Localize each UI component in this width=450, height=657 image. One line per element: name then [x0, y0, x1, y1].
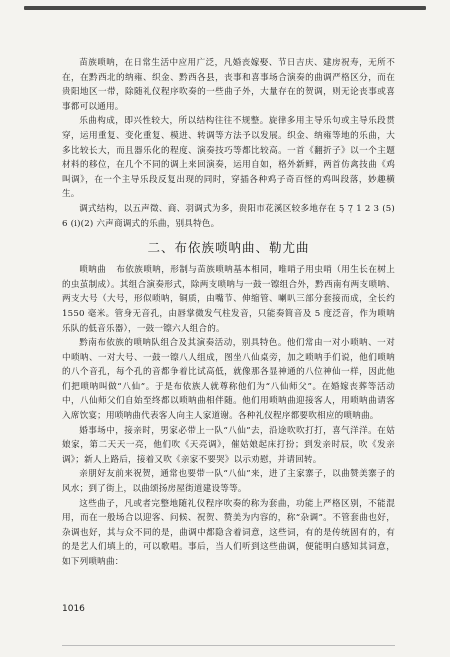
- paragraph: 调式结构，以五声徵、商、羽调式为多，贵阳市花溪区较多地存在 5̣ 7̣ 1 2 3 (5) 6 (i)(2) 六声商调式的乐曲，别具特色。: [62, 203, 395, 229]
- page-content: [62, 56, 395, 570]
- paragraph: 婚事场中，接亲时，男家必带上一队“八仙”去，沿途吹吹打打，喜气洋洋。在姑娘家，第二天天一亮，他们吹《天亮调》，催姑娘起床打扮；到发亲时辰，吹《发亲调》；新人上路后，接着又吹《亲家不要哭》以示劝慰，并请回转。: [62, 425, 395, 465]
- page-number: 1016: [62, 604, 85, 614]
- scan-edge-bar: [24, 6, 426, 10]
- paragraph: 这些曲子，凡或者完整地随礼仪程序吹奏的称为套曲，功能上严格区别，不能混用，而在一般场合以迎客、问候、祝贺、赞美为内容的，称“杂调”。不管套曲也好，杂调也好，其与众不同的是，曲调中都隐含着词意，这些词，有的是传统固有的，有的是艺人们填上的，可以歌唱。事后，当人们听到这些曲调，便能明白感知其词意，如下列唢呐曲：: [62, 498, 395, 567]
- section-title: 二、布依族唢呐曲、勒尤曲: [147, 240, 310, 256]
- paragraph: 亲朋好友前来祝贺，通常也要带一队“八仙”来，进了主家寨子，以曲赞美寨子的风水；到了街上，以曲颂扬房屋街道建设等等。: [62, 469, 395, 495]
- paragraph-lead: [62, 263, 395, 336]
- paragraph-text: 布依族唢呐，形制与苗族唢呐基本相同，唯哨子用虫哨（用生长在树上的虫茧制成）。其组合演奏形式，除两支唢呐与一鼓一镲组合外，黔西南有两支唢呐、两支大号（大号，形似唢呐，铜质，由嘴节、伸缩管、喇叭三部分套接而成，全长约 1550 毫米。管身无音孔，由唇掌微发气柱发音，只能奏简音及 5 度泛音，作为唢呐乐队的低音乐器），一鼓一镲六人组合的。: [62, 265, 396, 334]
- lead-label: 唢呐曲: [79, 265, 107, 276]
- paragraph: 苗族唢呐，在日常生活中应用广泛，凡婚丧嫁娶、节日吉庆、建房祝寿，无所不在，在黔西北的纳雍、织金、黔西各县，丧事和喜事场合演奏的曲调严格区分，而在贵阳地区一带，除随礼仪程序吹奏的一些曲子外，大量存在的贺调，则无论丧事或喜事都可以通用。: [62, 58, 395, 112]
- paragraph: 乐曲构成，即兴性较大，所以结构往往不规整。旋律多用主导乐句或主导乐段贯穿，运用重复、变化重复、模进、转调等方法予以发展。织金、纳雍等地的乐曲，大多比较长大，而且器乐化的程度、演奏技巧等都比较高。一首《翻折子》以一个主题材料的移位，在几个不同的调上来回演奏，运用自如，格外新鲜，两首仿禽技曲《鸡叫调》，在一个主导乐段反复出现的同时，穿插各种鸡子奇百怪的鸡叫段落，妙趣横生。: [62, 116, 395, 200]
- paragraph: 黔南布依族的唢呐队组合及其演奏活动，别具特色。他们常由一对小唢呐、一对中唢呐、一对大号、一鼓一镲八人组成，图坐八仙桌旁，加之唢呐手们说，他们唢呐的八个音孔，每个孔的音都争着比试高低，就像那各显神通的八位神仙一样，因此他们把唢呐叫做“八仙”。于是布依族人就尊称他们为“八仙师父”。在婚嫁丧葬等活动中，八仙师父们自始至终都以唢呐曲相伴随。他们用唢呐曲迎接客人，用唢呐曲请客入席饮宴；用唢呐曲代表客人向主人家道谢。各种礼仪程序都要吹相应的唢呐曲。: [62, 338, 395, 422]
- scan-bottom-line: [62, 645, 395, 646]
